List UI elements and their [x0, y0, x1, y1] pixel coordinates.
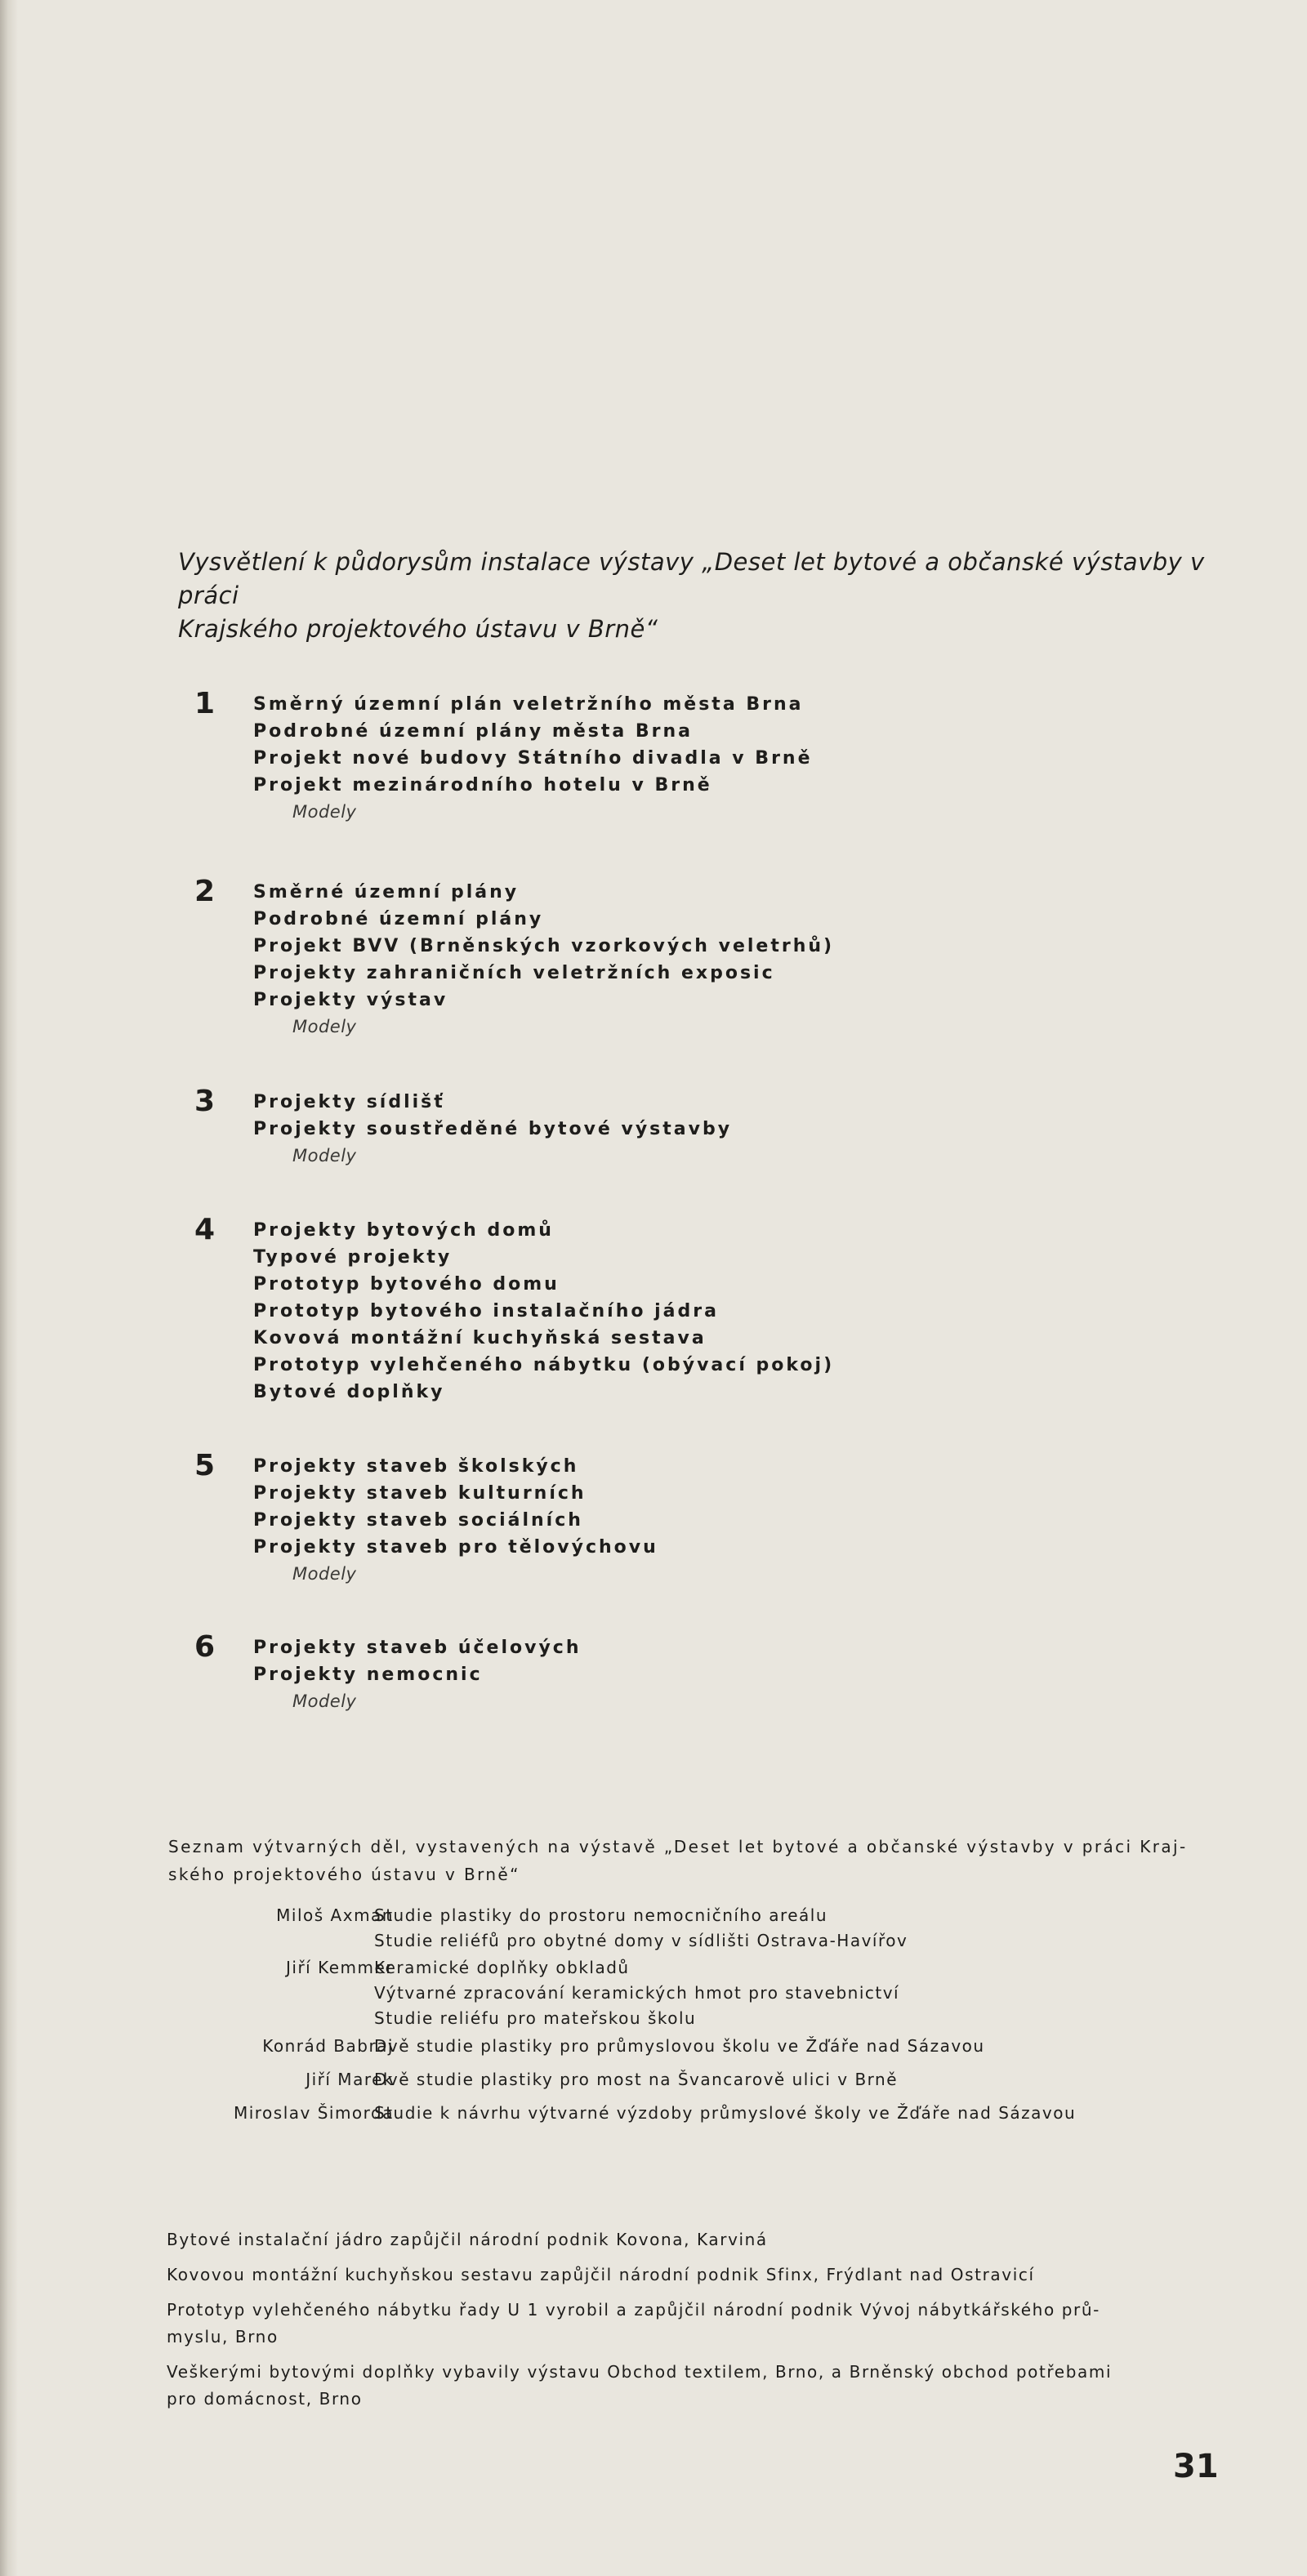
- credit-paragraph: [167, 2262, 1229, 2289]
- credit-paragraph: [167, 2359, 1229, 2413]
- section-item: Projekt BVV (Brněnských vzorkových veletrhů): [253, 936, 835, 956]
- section-number: 1: [194, 687, 216, 720]
- artwork-titles: [374, 1903, 908, 1954]
- section-note: Modely: [292, 1564, 357, 1584]
- section-number: 5: [194, 1449, 216, 1482]
- section-item: Projekty sídlišť: [253, 1092, 445, 1112]
- section-item: Typové projekty: [253, 1247, 453, 1268]
- artwork-entry: [0, 2067, 1307, 2092]
- credit-line: Kovovou montážní kuchyňskou sestavu zapůjčil národní podnik Sfinx, Frýdlant nad Ostravicí: [167, 2265, 1035, 2284]
- page-number: 31: [1173, 2448, 1219, 2485]
- section-item: Podrobné územní plány: [253, 909, 544, 929]
- section-item: Směrné územní plány: [253, 882, 520, 902]
- section-item: Projekty staveb pro tělovýchovu: [253, 1537, 658, 1558]
- section-number: 3: [194, 1085, 216, 1118]
- artist-name: Miroslav Šimorda: [233, 2103, 394, 2123]
- artwork-title: Studie k návrhu výtvarné výzdoby průmyslové školy ve Žďáře nad Sázavou: [374, 2103, 1077, 2123]
- section-item: Podrobné územní plány města Brna: [253, 721, 693, 742]
- section-item: Směrný územní plán veletržního města Brna: [253, 694, 804, 715]
- section-item: Projekt mezinárodního hotelu v Brně: [253, 775, 712, 796]
- artwork-titles: [374, 2067, 898, 2092]
- artwork-entry: [0, 2101, 1307, 2126]
- section-item: Projekty staveb kulturních: [253, 1483, 587, 1504]
- credit-line: Veškerými bytovými doplňky vybavily výstavu Obchod textilem, Brno, a Brněnský obchod potřebami: [167, 2362, 1113, 2382]
- artwork-title: Studie plastiky do prostoru nemocničního areálu: [374, 1905, 828, 1925]
- section-item: Projekty bytových domů: [253, 1220, 554, 1241]
- section-note: Modely: [292, 1146, 357, 1165]
- section-item: Projekt nové budovy Státního divadla v Brně: [253, 748, 813, 769]
- credit-paragraph: [167, 2297, 1229, 2351]
- section-number: 6: [194, 1630, 216, 1664]
- artwork-entry: [0, 1903, 1307, 1954]
- section-number: 2: [194, 875, 216, 908]
- section-number: 4: [194, 1213, 216, 1246]
- credit-line: Prototyp vylehčeného nábytku řady U 1 vyrobil a zapůjčil národní podnik Vývoj nábytkářského prů-: [167, 2300, 1100, 2320]
- section-item: Projekty nemocnic: [253, 1665, 483, 1685]
- credit-paragraph: [167, 2226, 1229, 2253]
- artwork-title: Dvě studie plastiky pro most na Švancarově ulici v Brně: [374, 2070, 899, 2089]
- artist-name: Konrád Babraj: [262, 2036, 394, 2056]
- section-item: Prototyp bytového domu: [253, 1274, 560, 1295]
- section-items: [253, 1453, 658, 1588]
- section-note: Modely: [292, 1017, 357, 1036]
- section-items: [253, 1217, 834, 1406]
- artwork-title: Keramické doplňky obkladů: [374, 1958, 630, 1977]
- section-items: [253, 1089, 732, 1170]
- artwork-titles: [374, 2034, 985, 2059]
- credit-line: myslu, Brno: [167, 2327, 279, 2346]
- section-items: [253, 879, 834, 1041]
- artwork-title: Studie reliéfu pro mateřskou školu: [374, 2008, 697, 2028]
- section-item: Prototyp vylehčeného nábytku (obývací pokoj): [253, 1355, 835, 1375]
- credit-line: pro domácnost, Brno: [167, 2389, 363, 2409]
- section-item: Bytové doplňky: [253, 1382, 445, 1402]
- section-item: Prototyp bytového instalačního jádra: [253, 1301, 719, 1321]
- section-note: Modely: [292, 802, 357, 822]
- artwork-entry: [0, 2034, 1307, 2059]
- artworks-list: [0, 1903, 1307, 2126]
- artwork-title: Výtvarné zpracování keramických hmot pro stavebnictví: [374, 1983, 900, 2003]
- artwork-titles: [374, 1955, 899, 2031]
- section-item: Projekty soustředěné bytové výstavby: [253, 1119, 733, 1139]
- artworks-intro-line-1: Seznam výtvarných děl, vystavených na výstavě „Deset let bytové a občanské výstavby v práci Kraj-: [168, 1837, 1188, 1856]
- artworks-intro-line-2: ského projektového ústavu v Brně“: [168, 1865, 520, 1884]
- credit-line: Bytové instalační jádro zapůjčil národní podnik Kovona, Karviná: [167, 2230, 768, 2249]
- artworks-intro: [168, 1833, 1230, 1888]
- page-heading: [178, 546, 1240, 646]
- book-gutter: [0, 0, 18, 2576]
- artist-name: Miloš Axman: [276, 1905, 394, 1925]
- section-item: Projekty staveb účelových: [253, 1638, 582, 1658]
- heading-line-2: Krajského projektového ústavu v Brně“: [178, 615, 658, 643]
- section-item: Projekty zahraničních veletržních exposic: [253, 963, 775, 983]
- section-item: Projekty staveb školských: [253, 1456, 579, 1477]
- artist-name: Jiří Kemmer: [285, 1958, 394, 1977]
- artwork-entry: [0, 1955, 1307, 2031]
- artwork-titles: [374, 2101, 1076, 2126]
- section-item: Kovová montážní kuchyňská sestava: [253, 1328, 707, 1348]
- heading-line-1: Vysvětlení k půdorysům instalace výstavy „Deset let bytové a občanské výstavby v práci: [178, 548, 1205, 609]
- artwork-title: Studie reliéfů pro obytné domy v sídlišti Ostrava-Havířov: [374, 1931, 908, 1950]
- section-item: Projekty staveb sociálních: [253, 1510, 583, 1531]
- section-items: [253, 691, 813, 826]
- section-item: Projekty výstav: [253, 990, 448, 1010]
- artist-name: Jiří Marek: [306, 2070, 394, 2089]
- section-items: [253, 1634, 582, 1715]
- loan-credits: [167, 2226, 1229, 2421]
- section-note: Modely: [292, 1691, 357, 1711]
- artwork-title: Dvě studie plastiky pro průmyslovou školu ve Žďáře nad Sázavou: [374, 2036, 985, 2056]
